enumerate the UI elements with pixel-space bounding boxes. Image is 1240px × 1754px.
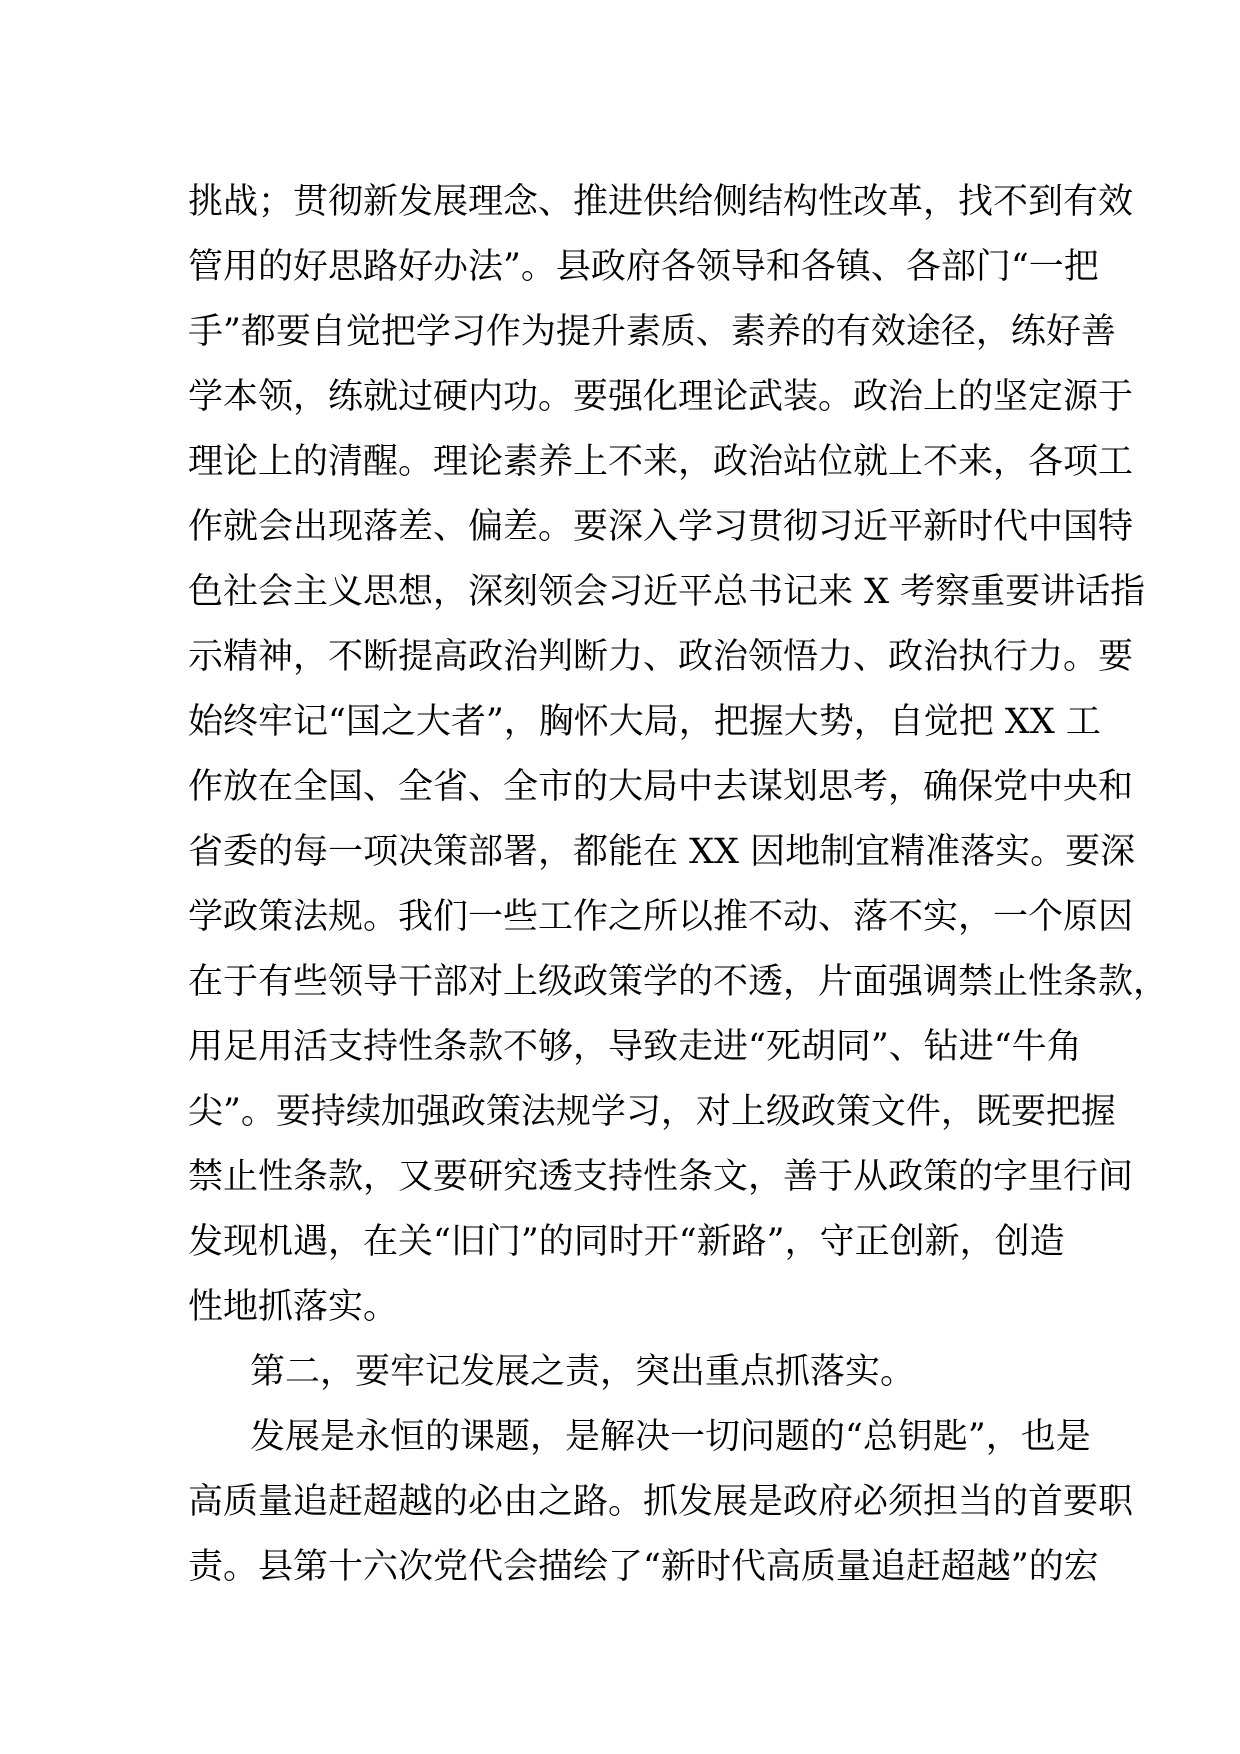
- text-line: 挑战；贯彻新发展理念、推进供给侧结构性改革，找不到有效: [188, 182, 1134, 222]
- document-body: [188, 170, 1169, 1600]
- text-line: 发现机遇，在关“旧门”的同时开“新路”，守正创新，创造: [188, 1222, 1065, 1262]
- text-line: 理论上的清醒。理论素养上不来，政治站位就上不来，各项工: [188, 442, 1134, 482]
- text-line: 手”都要自觉把学习作为提升素质、素养的有效途径，练好善: [188, 312, 1116, 352]
- text-line: 作放在全国、全省、全市的大局中去谋划思考，确保党中央和: [188, 767, 1134, 807]
- text-line: 学政策法规。我们一些工作之所以推不动、落不实，一个原因: [188, 897, 1134, 937]
- text-line: 省委的每一项决策部署，都能在 XX 因地制宜精准落实。要深: [188, 832, 1136, 872]
- section-heading: 第二，要牢记发展之责，突出重点抓落实。: [250, 1352, 916, 1392]
- text-line: 示精神，不断提高政治判断力、政治领悟力、政治执行力。要: [188, 637, 1134, 677]
- text-line: 用足用活支持性条款不够，导致走进“死胡同”、钻进“牛角: [188, 1027, 1082, 1067]
- text-line: 责。县第十六次党代会描绘了“新时代高质量追赶超越”的宏: [188, 1547, 1099, 1587]
- text-line: 学本领，练就过硬内功。要强化理论武装。政治上的坚定源于: [188, 377, 1134, 417]
- text-line: 管用的好思路好办法”。县政府各领导和各镇、各部门“一把: [188, 247, 1099, 287]
- text-line: 始终牢记“国之大者”，胸怀大局，把握大势，自觉把 XX 工: [188, 702, 1101, 742]
- text-line: 高质量追赶超越的必由之路。抓发展是政府必须担当的首要职: [188, 1482, 1134, 1522]
- text-line: 性地抓落实。: [188, 1287, 399, 1327]
- text-line: 在于有些领导干部对上级政策学的不透，片面强调禁止性条款，: [188, 962, 1169, 1002]
- text-line: 作就会出现落差、偏差。要深入学习贯彻习近平新时代中国特: [188, 507, 1134, 547]
- text-line: 色社会主义思想，深刻领会习近平总书记来 X 考察重要讲话指: [188, 572, 1146, 612]
- text-line: 发展是永恒的课题，是解决一切问题的“总钥匙”，也是: [250, 1417, 1091, 1457]
- text-line: 尖”。要持续加强政策法规学习，对上级政策文件，既要把握: [188, 1092, 1116, 1132]
- text-line: 禁止性条款，又要研究透支持性条文，善于从政策的字里行间: [188, 1157, 1134, 1197]
